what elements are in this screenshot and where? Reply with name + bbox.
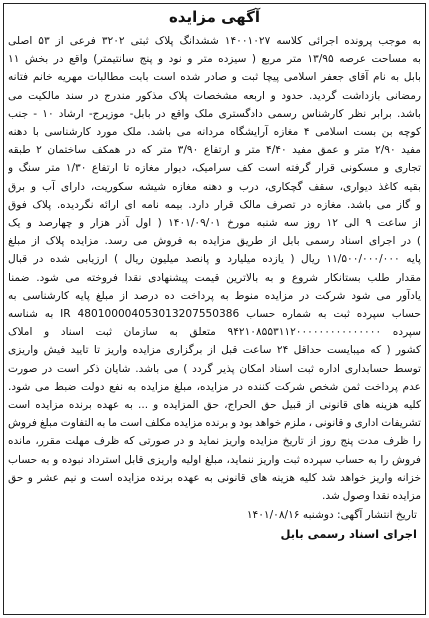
notice-line: پایه ۱۱/۵۰۰/۰۰۰/۰۰۰ ریال ( یازده میلیارد و پانصد میلیون ریال ) ارزیابی شده در قبال	[8, 253, 421, 266]
notice-line: مقدار طلب بستانکار شروع و به بالاترین قیمت پیشنهادی نقدا فروخته می شود. ضمنا	[8, 271, 421, 284]
notice-line: خزانه واریز خواهد شد کلیه هزینه های قانونی به عهده برنده مزایده است و نیم عشر و حق	[8, 471, 421, 484]
notice-line: حساب سپرده ثبت به شماره حساب IR 480100004053013207550386 به شناسه	[8, 308, 421, 321]
notice-line: توسط حسابداری اداره ثبت اسناد امکان پذیر گردد ) می باشد. شایان ذکر است در صورت	[8, 362, 421, 375]
notice-line: سپرده ۹۴۲۱۰۸۵۵۳۱۱۲۰۰۰۰۰۰۰۰۰۰۰۰۰۰۰ متعلق به سازمان ثبت اسناد و املاک	[8, 326, 421, 339]
notice-line: را ظرف مدت پنج روز از تاریخ مزایده واریز نماید و در صورتی که ظرف مهلت مقرر، مانده	[8, 435, 421, 448]
notice-line: فروش را به حساب سپرده ثبت واریز ننماید، مبلغ اولیه واریزی قابل استرداد نبوده و به حساب	[8, 453, 421, 466]
notice-line: و گاز می باشد. مغازه در تصرف مالک قرار دارد. بیمه نامه ای ارائه نگردیده. پلاک فوق	[8, 198, 421, 211]
notice-line: رمضانی بازداشت گردید. حدود و اربعه مشخصات پلاک مذکور مندرج در سند مالکیت می	[8, 89, 421, 102]
notice-line: به مساحت عرصه ۱۳/۹۵ متر مربع ( سیزده متر و نود و پنج سانتیمتر) واقع در بخش ۱۱	[8, 53, 421, 66]
notice-line: مفید ۲/۹۰ متر و عمق مفید ۴/۴۰ متر و ارتفاع ۳/۹۰ متر که در همکف ساختمان ۲ طبقه	[8, 144, 421, 157]
notice-line: بقیه کاغذ دیواری، سقف گچکاری، درب و دهنه مغازه شیشه سکوریت، دارای آب و برق	[8, 180, 421, 193]
notice-line: یادآور می شود شرکت در مزایده منوط به پرداخت ده درصد از مبلغ پایه کارشناسی به	[8, 289, 421, 302]
notice-line: بابل به نام آقای جعفر اسلامی پیچا ثبت و صادر شده است بابت مطالبات مهریه خانم فتانه	[8, 71, 421, 84]
signature: اجرای اسناد رسمی بابل	[280, 527, 417, 542]
notice-title: آگهی مزایده	[168, 8, 261, 26]
notice-line: کوچه بن بست اسلامی ۴ مغازه آرایشگاه مردانه می باشد. ملک مورد کارشناسی با دهنه	[8, 126, 421, 139]
notice-line: باشد. برابر نظر کارشناس رسمی دادگستری ملک واقع در بابل- موزیرج- ارشاد ۱۰ - جنب	[8, 107, 421, 120]
notice-line: به موجب پرونده اجرائی کلاسه ۱۴۰۰۱۰۲۷ ششدانگ پلاک ثبتی ۳۲۰۲ فرعی از ۵۳ اصلی	[8, 35, 421, 47]
notice-line: مزایده نقدا وصول شد.	[321, 490, 421, 503]
notice-line: از ساعت ۹ الی ۱۲ روز سه شنبه مورخ ۱۴۰۱/۰۹/۰۱ ( اول آذر هزار و چهارصد و یک	[8, 217, 421, 230]
notice-line: تجاری و مسکونی قرار گرفته است کف سرامیک، دیوار مغازه تا ارتفاع ۱/۳۰ متر سنگ و	[8, 162, 421, 175]
publish-date: تاریخ انتشار آگهی: دوشنبه ۱۴۰۱/۰۸/۱۶	[246, 509, 417, 522]
notice-line: ) در اجرای اسناد رسمی بابل از طریق مزایده به فروش می رسد. مزایده پلاک از مبلغ	[8, 235, 421, 248]
notice-line: عدم پرداخت ثمن شخص شرکت کننده در مزایده، مبلغ مزایده به نفع دولت ضبط می شود.	[8, 380, 421, 393]
notice-line: تشریفات اداری و قانونی ، ملزم خواهد بود و برنده مزایده مکلف است ما به التفاوت مبلغ فروش	[8, 417, 421, 430]
notice-line: کلیه هزینه های قانونی از قبیل حق الحراج، حق المزایده و ... به عهده برنده مزایده است	[8, 399, 421, 412]
notice-line: کشور ( که میبایست حداقل ۲۴ ساعت قبل از برگزاری مزایده واریز تا تایید فیش واریزی	[8, 344, 421, 357]
notice-border	[3, 3, 426, 615]
